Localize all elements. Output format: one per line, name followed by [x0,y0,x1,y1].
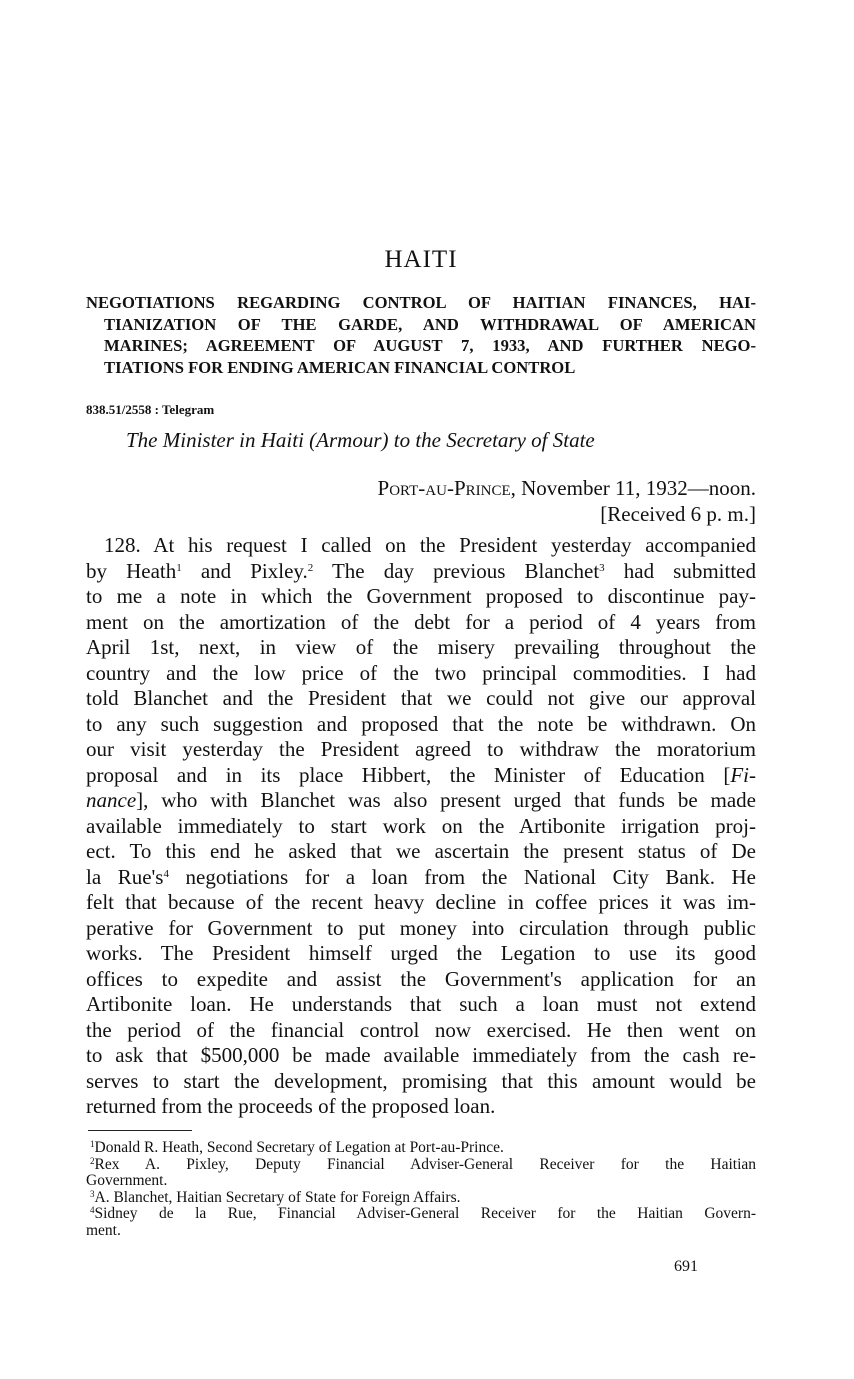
body-line: to me a note in which the Government proposed to discontinue pay- [86,584,756,608]
dateline-place: Port-au-Prince [377,476,511,500]
telegram-body [86,533,756,1120]
dateline [378,476,756,501]
page-number: 691 [674,1258,698,1275]
dateline-date: , November 11, 1932—noon. [510,476,756,500]
body-line: perative for Government to put money into circulation through public [86,915,756,940]
heading-line: TIANIZATION OF THE GARDE, AND WITHDRAWAL OF AMERICAN [104,314,756,334]
body-line: nance], who with Blanchet was also present urged that funds be made [86,788,756,812]
footnotes [86,1140,756,1239]
body-line: felt that because of the recent heavy decline in coffee prices it was im- [86,890,756,914]
body-line: ect. To this end he asked that we ascertain the present status of De [86,839,756,863]
heading-line: NEGOTIATIONS REGARDING CONTROL OF HAITIAN FINANCES, HAI- [86,293,756,312]
body-line: la $Rue's^4$ negotiations for a loan from the National City Bank. He [86,864,756,889]
body-line: by Heath$^1$ and Pixley.$^2$ The day previous Blanchet$^3$ had submitted [86,558,756,583]
footnote-text: Government. [86,1172,168,1189]
body-line: available immediately to start work on the Artibonite irrigation proj- [86,813,756,838]
body-line: to ask that $500,000 be made available immediately from the cash re- [86,1043,756,1067]
footnote-2 [86,1157,756,1190]
footnote-divider [88,1130,192,1131]
body-line: proposal and in its place Hibbert, the Minister of Education [Fi- [86,762,756,787]
body-line: ment on the amortization of the debt for a period of 4 years from [86,609,756,634]
footnote-ref: 4 [163,867,169,880]
footnote-text: Donald R. Heath, Second Secretary of Legation at Port-au-Prince. [94,1139,504,1156]
footnote-text: A. Blanchet, Haitian Secretary of State for Foreign Affairs. [94,1188,461,1206]
footnote-1 [86,1140,756,1157]
body-line: told Blanchet and the President that we could not give our approval [86,686,756,710]
footnote-mark: 3 [90,1188,95,1199]
footnote-ref: 1 [176,561,182,574]
body-line: April 1st, next, in view of the misery prevailing throughout the [86,635,756,659]
file-reference: 838.51/2558 : Telegram [86,402,215,417]
heading-line: TIATIONS FOR ENDING AMERICAN FINANCIAL CONTROL [104,357,576,377]
footnote-text: ment. [86,1221,121,1239]
document-title: The Minister in Haiti (Armour) to the Secretary of State [126,428,595,452]
body-line: country and the low price of the two principal commodities. I had [86,660,756,685]
body-line: 128. At his request I called on the President yesterday accompanied [104,533,756,557]
body-line: to any such suggestion and proposed that the note be withdrawn. On [86,711,756,736]
heading-line: MARINES; AGREEMENT OF AUGUST 7, 1933, AND FURTHER NEGO- [104,336,756,356]
footnote-text: Sidney de la Rue, Financial Adviser-General Receiver for the Haitian Govern- [94,1205,756,1222]
footnote-3 [86,1190,756,1207]
body-line: Artibonite loan. He understands that such a loan must not extend [86,992,756,1016]
body-line: our visit yesterday the President agreed to withdraw the moratorium [86,737,756,761]
section-heading [86,292,756,378]
footnote-mark: 4 [90,1205,95,1215]
body-line: returned from the proceeds of the proposed loan. [86,1094,496,1118]
footnote-mark: 2 [90,1155,95,1166]
footnote-mark: 1 [90,1139,95,1149]
body-line: the period of the financial control now exercised. He then went on [86,1017,756,1042]
footnote-text: Rex A. Pixley, Deputy Financial Adviser-General Receiver for the Haitian [94,1155,756,1173]
body-line: offices to expedite and assist the Government's application for an [86,966,756,991]
footnote-ref: 3 [599,561,605,574]
received-note: [Received 6 p. m.] [600,502,756,526]
chapter-title: HAITI [384,246,458,273]
footnote-ref: 2 [307,561,314,574]
body-line: works. The President himself urged the Legation to use its good [86,941,756,965]
footnote-4 [86,1206,756,1239]
body-line: serves to start the development, promising that this amount would be [86,1068,756,1093]
